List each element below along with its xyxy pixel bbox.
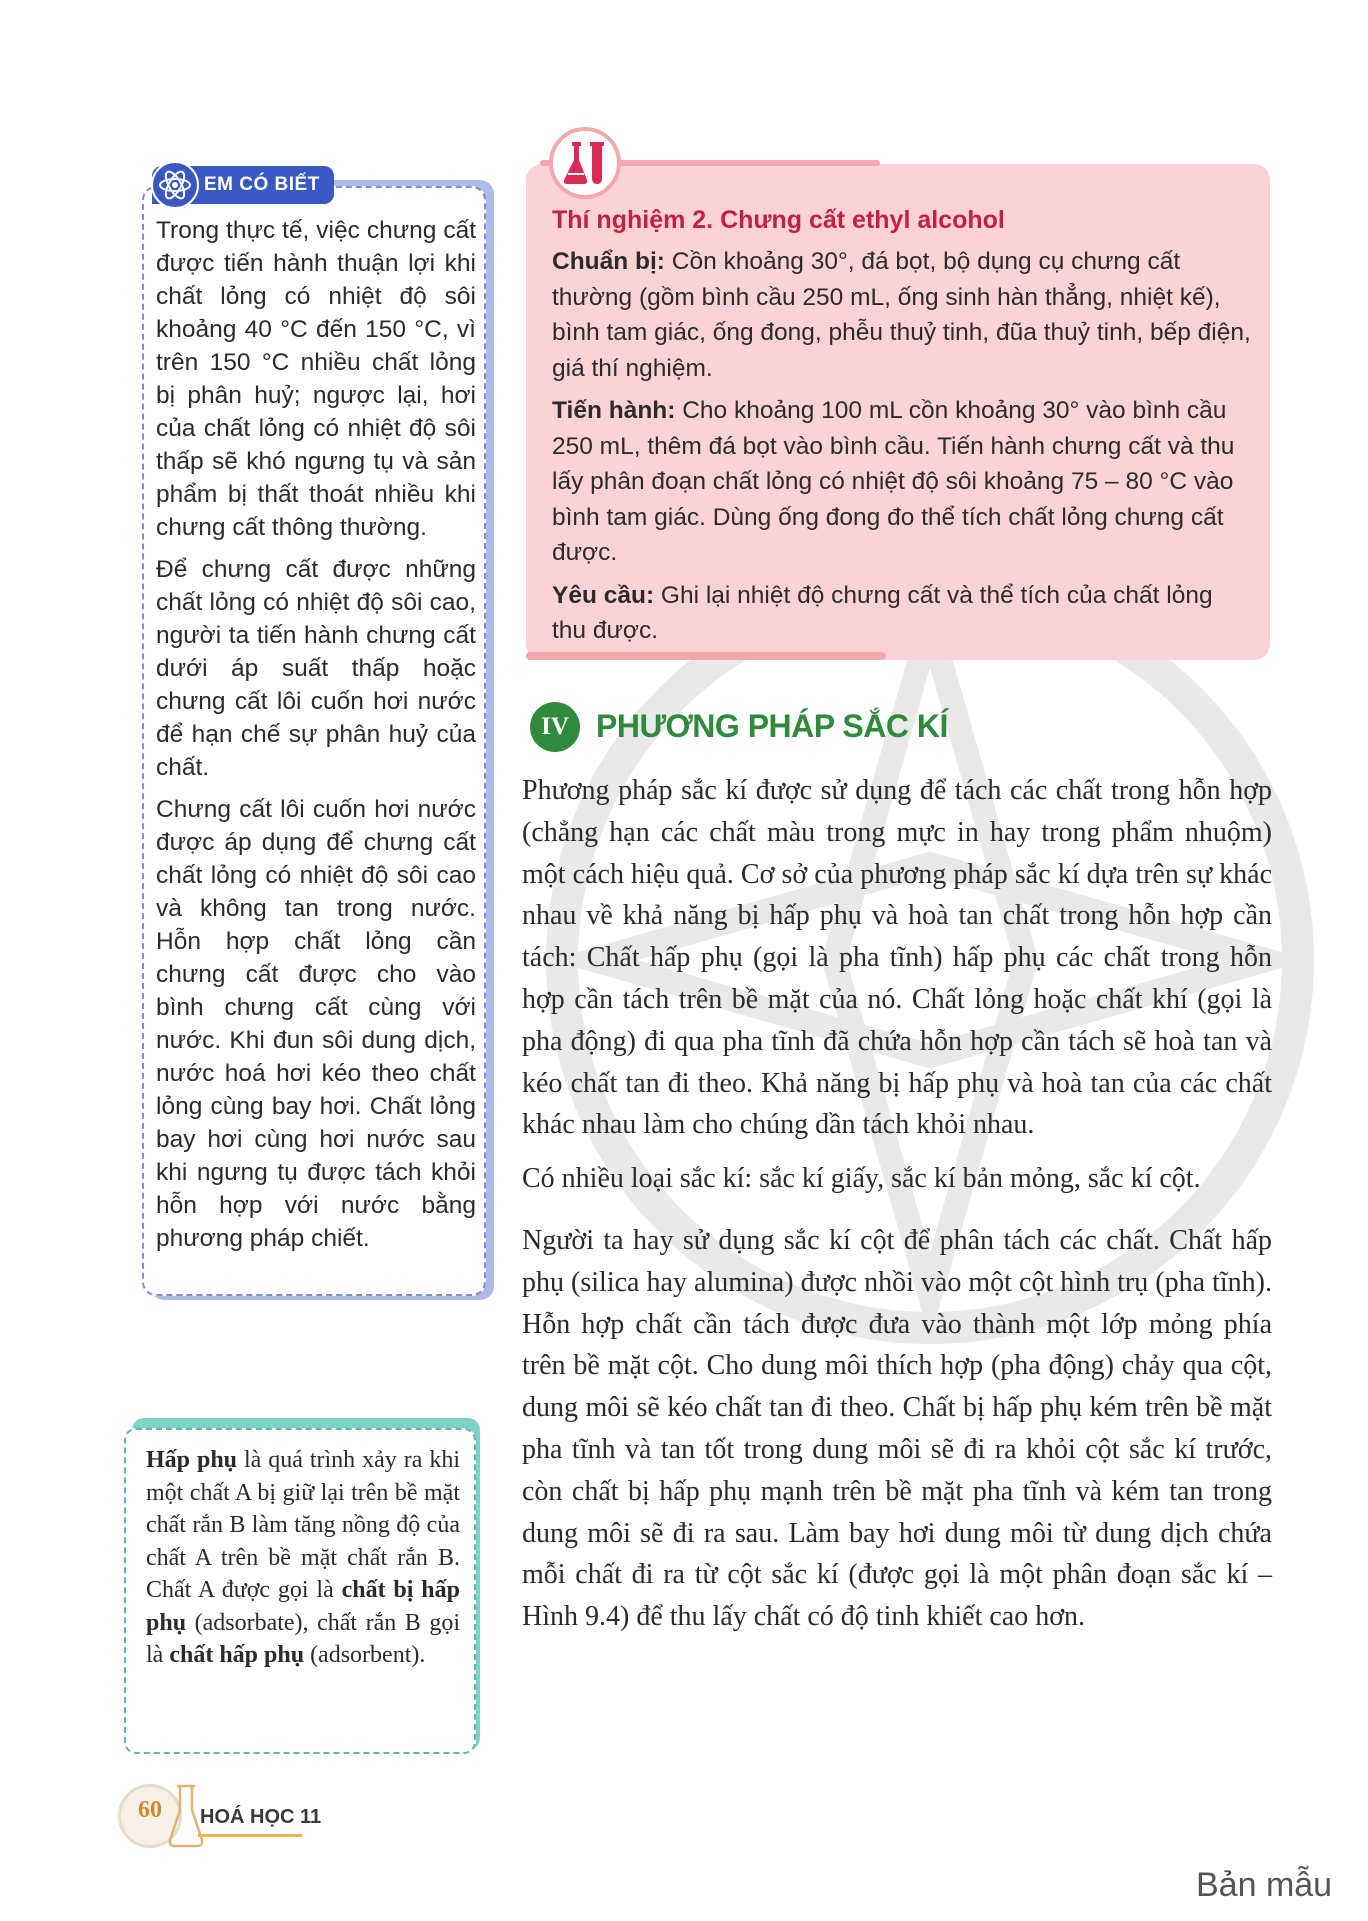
atom-icon [150, 160, 200, 210]
page-number: 60 [138, 1797, 162, 1823]
book-title: HOÁ HỌC 11 [200, 1806, 322, 1828]
procedure-label: Tiến hành: [552, 397, 676, 424]
sidebar-text [156, 214, 476, 1264]
experiment-body [552, 244, 1252, 656]
definition-part: là quá trình xảy ra khi một chất A bị giữ lại trên bề mặt chất rắn B làm tăng nồng độ của chất A trên bề mặt chất rắn B. Chất A được gọi là [146, 1447, 460, 1603]
sample-label: Bản mẫu [1196, 1866, 1333, 1904]
section-number-badge: IV [530, 702, 580, 752]
sidebar-paragraph: Trong thực tế, việc chưng cất được tiến hành thuận lợi khi chất lỏng có nhiệt độ sôi khoảng 40 °C đến 150 °C, vì trên 150 °C nhiều chất lỏng bị phân huỷ; ngược lại, hơi của chất lỏng có nhiệt độ sôi thấp sẽ khó ngưng tụ và sản phẩm bị thất thoát nhiều khi chưng cất thông thường. [156, 217, 476, 541]
requirement-text: Ghi lại nhiệt độ chưng cất và thể tích của chất lỏng thu được. [552, 581, 1213, 644]
body-paragraph: Phương pháp sắc kí được sử dụng để tách các chất trong hỗn hợp (chẳng hạn các chất màu trong mực in hay trong phẩm nhuộm) một cách hiệu quả. Cơ sở của phương pháp sắc kí dựa trên sự khác nhau về khả năng bị hấp phụ và hoà tan chất trong hỗn hợp cần tách: Chất hấp phụ (gọi là pha tĩnh) hấp phụ các chất trong hỗn hợp cần tách trên bề mặt của nó. Chất lỏng hoặc chất khí (gọi là pha động) đi qua pha tĩnh đã chứa hỗn hợp cần tách sẽ hoà tan và kéo chất tan đi theo. Khả năng bị hấp phụ và hoà tan của các chất khác nhau làm cho chúng dần tách khỏi nhau. [522, 775, 1272, 1141]
definition-part: (adsorbent). [304, 1642, 426, 1668]
definition-term: chất hấp phụ [169, 1642, 305, 1668]
main-body [522, 770, 1272, 1650]
body-paragraph: Có nhiều loại sắc kí: sắc kí giấy, sắc kí bản mỏng, sắc kí cột. [522, 1163, 1201, 1195]
definition-text [146, 1444, 460, 1672]
requirement-label: Yêu cầu: [552, 581, 655, 609]
definition-term: Hấp phụ [146, 1447, 238, 1473]
experiment-title: Thí nghiệm 2. Chưng cất ethyl alcohol [552, 206, 1005, 234]
book-title-underline [198, 1834, 302, 1837]
body-paragraph: Người ta hay sử dụng sắc kí cột để phân tách các chất. Chất hấp phụ (silica hay alumina) được nhồi vào một cột hình trụ (pha tĩnh). Hỗn hợp chất cần tách được đưa vào thành một lớp mỏng phía trên bề mặt cột. Cho dung môi thích hợp (pha động) chảy qua cột, dung môi sẽ kéo chất tan đi theo. Chất bị hấp phụ kém trên bề mặt pha tĩnh và tan tốt trong dung môi sẽ đi ra khỏi cột sắc kí trước, còn chất bị hấp phụ mạnh trên bề mặt pha tĩnh và kém tan trong dung môi sẽ đi ra sau. Làm bay hơi dung môi từ dung dịch chứa mỗi chất đi ra từ cột sắc kí (được gọi là một phân đoạn sắc kí – Hình 9.4) để thu lấy chất có độ tinh khiết cao hơn. [522, 1224, 1272, 1633]
procedure-text: Cho khoảng 100 mL cồn khoảng 30° vào bình cầu 250 mL, thêm đá bọt vào bình cầu. Tiến hành chưng cất và thu lấy phân đoạn chất lỏng có nhiệt độ sôi khoảng 75 – 80 °C vào bình tam giác. Dùng ống đong đo thể tích chất lỏng chưng cất được. [552, 397, 1235, 566]
prep-label: Chuẩn bị: [552, 248, 665, 275]
section-title: PHƯƠNG PHÁP SẮC KÍ [596, 708, 948, 744]
sidebar-paragraph: Chưng cất lôi cuốn hơi nước được áp dụng để chưng cất chất lỏng có nhiệt độ sôi cao và không tan trong nước. Hỗn hợp chất lỏng cần chưng cất được cho vào bình chưng cất cùng với nước. Khi đun sôi dung dịch, nước hoá hơi kéo theo chất lỏng cùng bay hơi. Chất lỏng bay hơi cùng hơi nước sau khi ngưng tụ được tách khỏi hỗn hợp với nước bằng phương pháp chiết. [156, 796, 476, 1252]
prep-text: Cồn khoảng 30°, đá bọt, bộ dụng cụ chưng cất thường (gồm bình cầu 250 mL, ống sinh hàn thẳng, nhiệt kế), bình tam giác, ống đong, phễu thuỷ tinh, đũa thuỷ tinh, bếp điện, giá thí nghiệm. [552, 248, 1251, 382]
definition-term: chất bị hấp phụ [146, 1577, 460, 1636]
flasks-icon [548, 126, 622, 200]
sidebar-paragraph: Để chưng cất được những chất lỏng có nhiệt độ sôi cao, người ta tiến hành chưng cất dưới áp suất thấp hoặc chưng cất lôi cuốn hơi nước để hạn chế sự phân huỷ của chất. [156, 556, 476, 781]
sidebar-badge: EM CÓ BIẾT [152, 166, 334, 204]
definition-part: (adsorbate), chất rắn B gọi là [146, 1609, 460, 1668]
